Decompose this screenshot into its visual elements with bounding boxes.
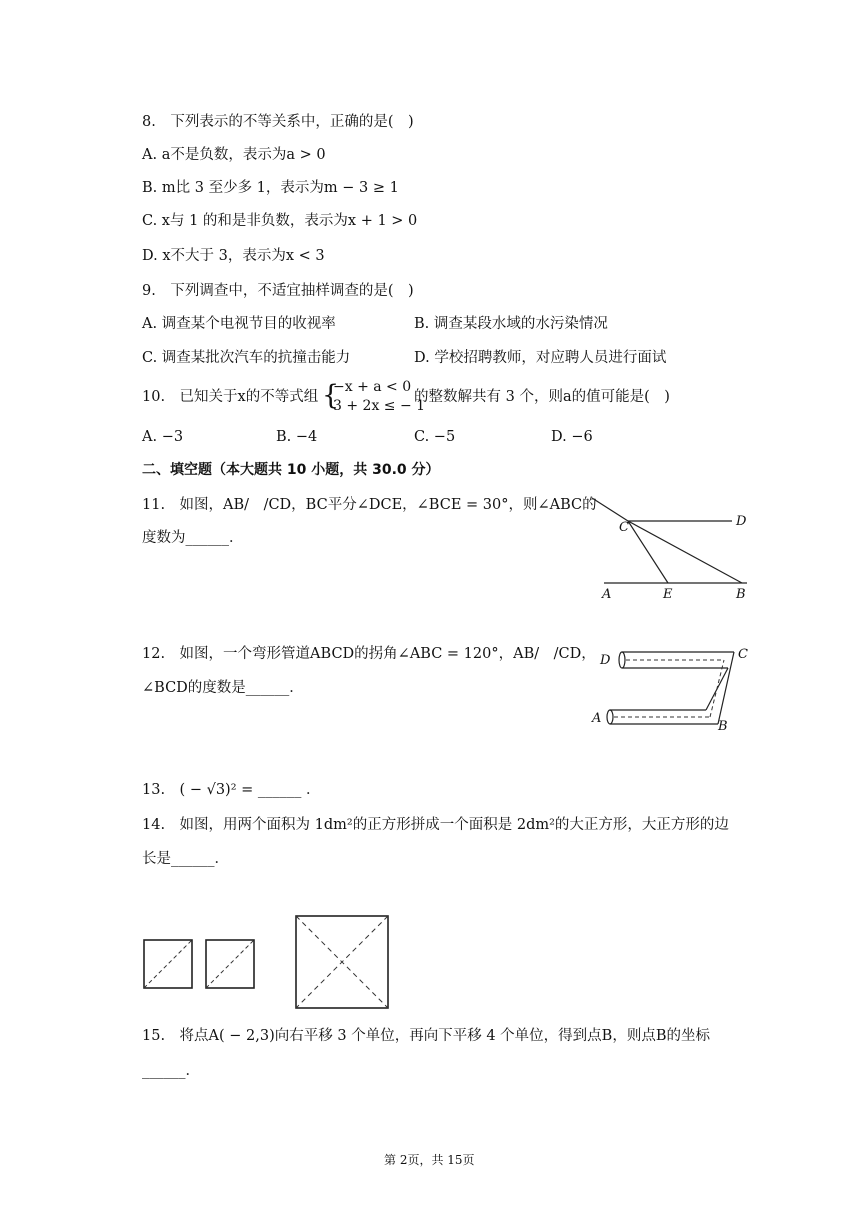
q10-option-b: B. −4 xyxy=(276,429,318,445)
q13-line: 13. ( − √3)² = ______ ． xyxy=(142,782,321,798)
q10-option-c: C. −5 xyxy=(414,429,456,445)
q8-option-b: B. m比 3 至少多 1，表示为m − 3 ≥ 1 xyxy=(142,180,399,196)
q15-line1: 15. 将点A( − 2,3)向右平移 3 个单位，再向下平移 4 个单位，得到点B，则点B的坐标 xyxy=(142,1028,710,1044)
q10-brace-line1: −x + a < 0 xyxy=(333,379,412,395)
q11-line2: 度数为______． xyxy=(142,530,244,546)
q12-line1: 12. 如图，一个弯形管道ABCD的拐角∠ABC = 120°，AB/ /CD， xyxy=(142,646,596,662)
q11-line1: 11. 如图，AB/ /CD，BC平分∠DCE，∠BCE = 30°，则∠ABC的 xyxy=(142,497,597,513)
q8-option-d: D. x不大于 3，表示为x < 3 xyxy=(142,248,325,264)
q10-option-d: D. −6 xyxy=(551,429,593,445)
q12-line2: ∠BCD的度数是______． xyxy=(142,680,304,696)
q10-option-a: A. −3 xyxy=(142,429,184,445)
q14-figure xyxy=(140,912,400,1012)
q9-option-c: C. 调查某批次汽车的抗撞击能力 xyxy=(142,350,351,366)
q9-option-a: A. 调查某个电视节目的收视率 xyxy=(142,316,336,332)
q9-option-b: B. 调查某段水域的水污染情况 xyxy=(414,316,608,332)
q15-line2: ______． xyxy=(142,1063,200,1079)
q10-brace: { xyxy=(322,380,340,411)
q12-label-c: C xyxy=(738,647,748,662)
q12-label-d: D xyxy=(600,653,611,668)
section-heading: 二、填空题（本大题共 10 小题，共 30.0 分） xyxy=(142,462,440,478)
q12-figure xyxy=(592,642,756,734)
q14-line1: 14. 如图，用两个面积为 1dm²的正方形拼成一个面积是 2dm²的大正方形，大正方形的边 xyxy=(142,817,729,833)
page-footer: 第 2页，共 15页 xyxy=(384,1153,475,1167)
q8-option-a: A. a不是负数，表示为a > 0 xyxy=(142,147,326,163)
q12-label-b: B xyxy=(718,719,728,734)
q11-label-d: D xyxy=(736,514,747,529)
q9-option-d: D. 学校招聘教师，对应聘人员进行面试 xyxy=(414,350,667,366)
q10-stem-post: 的整数解共有 3 个，则a的值可能是( ) xyxy=(414,389,670,405)
q8-stem: 8. 下列表示的不等关系中，正确的是( ) xyxy=(142,114,414,130)
q9-stem: 9. 下列调查中，不适宜抽样调查的是( ) xyxy=(142,283,414,299)
q11-label-a: A xyxy=(602,587,612,602)
q11-label-e: E xyxy=(663,587,673,602)
q14-line2: 长是______． xyxy=(142,851,229,867)
q11-label-c: C xyxy=(619,520,629,535)
q10-stem-pre: 10. 已知关于x的不等式组 xyxy=(142,389,319,405)
q11-label-b: B xyxy=(736,587,746,602)
q12-label-a: A xyxy=(592,711,602,726)
q10-brace-line2: 3 + 2x ≤ − 1 xyxy=(333,398,426,414)
q8-option-c: C. x与 1 的和是非负数，表示为x + 1 > 0 xyxy=(142,213,418,229)
q11-figure xyxy=(592,496,762,606)
